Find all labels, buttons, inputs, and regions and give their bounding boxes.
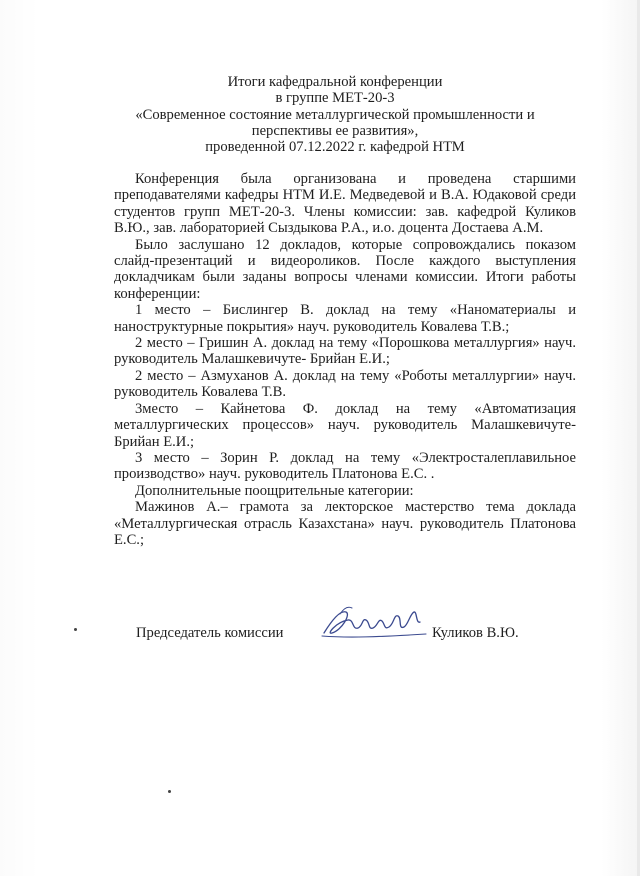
scan-speck <box>74 628 77 631</box>
paragraph-extra-categories: Дополнительные поощрительные категории: <box>135 482 414 499</box>
title-line-4: перспективы ее развития», <box>251 122 419 139</box>
scan-speck <box>168 790 171 793</box>
paragraph-first-place: 1 место – Бислингер В. доклад на тему «Наноматериалы и наноструктурные покрытия» науч. руководитель Ковалева Т.В.; <box>114 302 576 335</box>
title-line-1: Итоги кафедральной конференции <box>227 74 443 90</box>
paragraph-third-place-1: 3место – Кайнетова Ф. доклад на тему «Автоматизация металлургических процессов» науч. руководитель Малашкевичуте-Брийан Е.И.; <box>114 400 576 450</box>
paragraph-second-place-1: 2 место – Гришин А. доклад на тему «Порошкова металлургия» науч. руководитель Малашкевичуте- Брийан Е.И.; <box>114 335 576 368</box>
document-title <box>110 74 560 155</box>
chair-role: Председатель комиссии <box>136 625 284 641</box>
title-line-5: проведенной 07.12.2022 г. кафедрой НТМ <box>205 139 465 156</box>
chair-name: Куликов В.Ю. <box>432 625 519 641</box>
document-body <box>114 171 576 548</box>
paragraph-award: Мажинов А.– грамота за лекторское мастерство тема доклада «Металлургическая отрасль Казахстана» науч. руководитель Платонова Е.С.; <box>114 499 576 548</box>
paragraph-organizers: Конференция была организована и проведена старшими преподавателями кафедры НТМ И.Е. Медведевой и В.А. Юдаковой среди студентов групп МЕТ-20-3. Члены комиссии: зав. кафедрой Куликов В.Ю., зав. лабораторией Сыздыкова Р.А., и.о. доцента Достаева А.М. <box>114 171 576 237</box>
paragraph-third-place-2: 3 место – Зорин Р. доклад на тему «Электросталеплавильное производство» науч. руководитель Платонова Е.С. . <box>114 449 576 483</box>
title-line-2: в группе МЕТ-20-3 <box>275 90 395 107</box>
title-line-3: «Современное состояние металлургической промышленности и <box>135 106 535 123</box>
paragraph-second-place-2: 2 место – Азмуханов А. доклад на тему «Роботы металлургии» науч. руководитель Ковалева Т.В. <box>114 367 576 401</box>
handwritten-signature <box>318 600 430 646</box>
paragraph-summary: Было заслушано 12 докладов, которые сопровождались показом слайд-презентаций и видеороликов. После каждого выступления докладчикам были заданы вопросы членами комиссии. Итоги работы конференции: <box>114 236 576 302</box>
